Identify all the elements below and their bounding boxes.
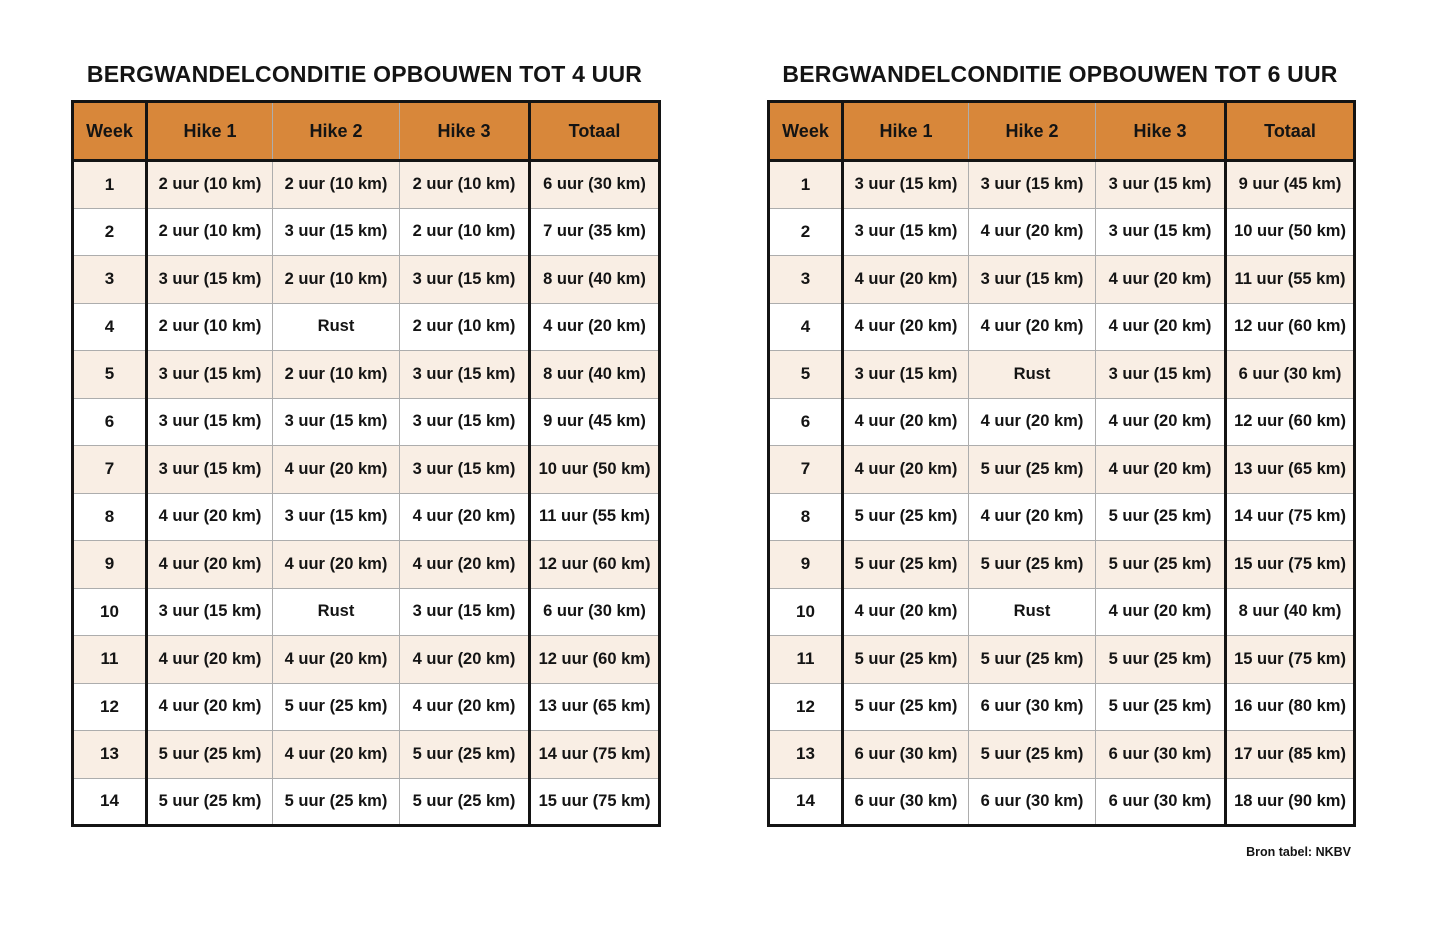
total-cell: 15 uur (75 km) [1226,636,1355,684]
total-cell: 11 uur (55 km) [1226,256,1355,304]
hike3-cell: 4 uur (20 km) [1096,446,1226,494]
column-header-hike3: Hike 3 [400,102,530,161]
total-cell: 10 uur (50 km) [1226,208,1355,256]
week-cell: 7 [769,446,843,494]
hike3-cell: 4 uur (20 km) [1096,256,1226,304]
hike3-cell: 3 uur (15 km) [1096,161,1226,209]
table-row [769,208,1355,256]
hike2-cell: 2 uur (10 km) [273,351,400,399]
table-row [73,683,660,731]
hike1-cell: 4 uur (20 km) [843,446,969,494]
table-row [73,398,660,446]
hike2-cell: 4 uur (20 km) [273,541,400,589]
table-row [769,731,1355,779]
hike2-cell: 4 uur (20 km) [273,446,400,494]
hike2-cell: 4 uur (20 km) [273,636,400,684]
hike1-cell: 3 uur (15 km) [147,446,273,494]
hike3-cell: 3 uur (15 km) [1096,351,1226,399]
table-row [769,493,1355,541]
schedule-6uur-table [767,100,1356,827]
header-row [769,102,1355,161]
hike3-cell: 4 uur (20 km) [400,636,530,684]
hike3-cell: 6 uur (30 km) [1096,731,1226,779]
hike3-cell: 3 uur (15 km) [400,351,530,399]
total-cell: 18 uur (90 km) [1226,778,1355,826]
column-header-week: Week [73,102,147,161]
hike1-cell: 3 uur (15 km) [843,208,969,256]
week-cell: 6 [73,398,147,446]
total-cell: 13 uur (65 km) [530,683,660,731]
column-header-hike2: Hike 2 [273,102,400,161]
table-body [73,161,660,826]
hike1-cell: 4 uur (20 km) [843,588,969,636]
week-cell: 9 [73,541,147,589]
hike2-cell: 5 uur (25 km) [273,683,400,731]
total-cell: 9 uur (45 km) [530,398,660,446]
total-cell: 6 uur (30 km) [1226,351,1355,399]
total-cell: 9 uur (45 km) [1226,161,1355,209]
hike2-cell: 5 uur (25 km) [969,636,1096,684]
hike1-cell: 2 uur (10 km) [147,161,273,209]
column-header-hike3: Hike 3 [1096,102,1226,161]
hike2-cell: Rust [273,303,400,351]
total-cell: 12 uur (60 km) [530,541,660,589]
week-cell: 2 [769,208,843,256]
source-note: Bron tabel: NKBV [1246,845,1351,859]
column-header-hike1: Hike 1 [147,102,273,161]
week-cell: 12 [769,683,843,731]
total-cell: 17 uur (85 km) [1226,731,1355,779]
week-cell: 8 [769,493,843,541]
hike1-cell: 3 uur (15 km) [147,351,273,399]
total-cell: 6 uur (30 km) [530,161,660,209]
total-cell: 14 uur (75 km) [530,731,660,779]
total-cell: 8 uur (40 km) [1226,588,1355,636]
hike1-cell: 5 uur (25 km) [147,778,273,826]
total-cell: 15 uur (75 km) [530,778,660,826]
hike2-cell: 2 uur (10 km) [273,256,400,304]
table-row [769,303,1355,351]
hike2-cell: 5 uur (25 km) [273,778,400,826]
hike1-cell: 3 uur (15 km) [147,398,273,446]
schedule-6uur-section [767,61,1353,827]
table-row [73,588,660,636]
total-cell: 6 uur (30 km) [530,588,660,636]
hike2-cell: 6 uur (30 km) [969,778,1096,826]
week-cell: 7 [73,446,147,494]
hike3-cell: 5 uur (25 km) [1096,493,1226,541]
hike3-cell: 4 uur (20 km) [400,683,530,731]
total-cell: 15 uur (75 km) [1226,541,1355,589]
hike1-cell: 5 uur (25 km) [843,493,969,541]
schedule-4uur-title: BERGWANDELCONDITIE OPBOUWEN TOT 4 UUR [86,61,643,87]
week-cell: 13 [769,731,843,779]
week-cell: 1 [769,161,843,209]
week-cell: 12 [73,683,147,731]
hike2-cell: 3 uur (15 km) [273,208,400,256]
table-row [73,493,660,541]
table-row [769,446,1355,494]
column-header-week: Week [769,102,843,161]
hike3-cell: 2 uur (10 km) [400,303,530,351]
week-cell: 10 [769,588,843,636]
hike1-cell: 6 uur (30 km) [843,731,969,779]
hike2-cell: Rust [273,588,400,636]
total-cell: 7 uur (35 km) [530,208,660,256]
total-cell: 8 uur (40 km) [530,351,660,399]
week-cell: 4 [73,303,147,351]
hike2-cell: 4 uur (20 km) [969,208,1096,256]
hike2-cell: Rust [969,351,1096,399]
table-row [73,303,660,351]
week-cell: 4 [769,303,843,351]
schedule-4uur-section [71,61,658,827]
table-row [73,731,660,779]
table-row [769,351,1355,399]
schedule-4uur-table [71,100,661,827]
table-row [73,778,660,826]
week-cell: 3 [769,256,843,304]
hike1-cell: 3 uur (15 km) [147,588,273,636]
table-row [769,541,1355,589]
hike2-cell: 5 uur (25 km) [969,731,1096,779]
hike1-cell: 4 uur (20 km) [843,398,969,446]
column-header-hike1: Hike 1 [843,102,969,161]
hike3-cell: 5 uur (25 km) [1096,683,1226,731]
hike3-cell: 5 uur (25 km) [1096,541,1226,589]
table-row [73,636,660,684]
hike1-cell: 5 uur (25 km) [843,541,969,589]
hike3-cell: 2 uur (10 km) [400,161,530,209]
hike3-cell: 5 uur (25 km) [1096,636,1226,684]
table-row [769,256,1355,304]
hike3-cell: 4 uur (20 km) [400,493,530,541]
hike1-cell: 4 uur (20 km) [147,683,273,731]
table-row [769,398,1355,446]
week-cell: 3 [73,256,147,304]
week-cell: 1 [73,161,147,209]
hike2-cell: 3 uur (15 km) [969,161,1096,209]
total-cell: 12 uur (60 km) [530,636,660,684]
hike2-cell: 4 uur (20 km) [969,398,1096,446]
total-cell: 10 uur (50 km) [530,446,660,494]
hike2-cell: 4 uur (20 km) [273,731,400,779]
week-cell: 2 [73,208,147,256]
hike2-cell: 2 uur (10 km) [273,161,400,209]
hike3-cell: 4 uur (20 km) [400,541,530,589]
week-cell: 13 [73,731,147,779]
hike2-cell: 5 uur (25 km) [969,541,1096,589]
column-header-totaal: Totaal [1226,102,1355,161]
hike1-cell: 2 uur (10 km) [147,208,273,256]
hike3-cell: 5 uur (25 km) [400,731,530,779]
table-row [73,351,660,399]
total-cell: 14 uur (75 km) [1226,493,1355,541]
week-cell: 6 [769,398,843,446]
hike1-cell: 3 uur (15 km) [843,161,969,209]
hike2-cell: 3 uur (15 km) [273,493,400,541]
hike1-cell: 4 uur (20 km) [843,256,969,304]
schedule-6uur-title: BERGWANDELCONDITIE OPBOUWEN TOT 6 UUR [782,61,1338,87]
hike3-cell: 5 uur (25 km) [400,778,530,826]
hike2-cell: 5 uur (25 km) [969,446,1096,494]
hike3-cell: 3 uur (15 km) [400,446,530,494]
table-row [769,778,1355,826]
week-cell: 5 [769,351,843,399]
hike1-cell: 4 uur (20 km) [147,493,273,541]
hike1-cell: 2 uur (10 km) [147,303,273,351]
table-row [769,161,1355,209]
hike2-cell: 6 uur (30 km) [969,683,1096,731]
hike3-cell: 6 uur (30 km) [1096,778,1226,826]
week-cell: 9 [769,541,843,589]
hike2-cell: 3 uur (15 km) [969,256,1096,304]
hike3-cell: 4 uur (20 km) [1096,398,1226,446]
hike1-cell: 4 uur (20 km) [147,541,273,589]
table-header [73,102,660,161]
hike2-cell: 4 uur (20 km) [969,303,1096,351]
week-cell: 10 [73,588,147,636]
hike3-cell: 3 uur (15 km) [400,588,530,636]
hike1-cell: 3 uur (15 km) [843,351,969,399]
total-cell: 13 uur (65 km) [1226,446,1355,494]
total-cell: 12 uur (60 km) [1226,398,1355,446]
total-cell: 8 uur (40 km) [530,256,660,304]
total-cell: 16 uur (80 km) [1226,683,1355,731]
total-cell: 11 uur (55 km) [530,493,660,541]
table-row [73,446,660,494]
hike3-cell: 3 uur (15 km) [400,398,530,446]
hike2-cell: Rust [969,588,1096,636]
week-cell: 8 [73,493,147,541]
table-row [73,256,660,304]
table-header [769,102,1355,161]
header-row [73,102,660,161]
total-cell: 4 uur (20 km) [530,303,660,351]
total-cell: 12 uur (60 km) [1226,303,1355,351]
table-row [769,588,1355,636]
hike2-cell: 3 uur (15 km) [273,398,400,446]
table-row [769,636,1355,684]
week-cell: 14 [769,778,843,826]
week-cell: 11 [769,636,843,684]
column-header-hike2: Hike 2 [969,102,1096,161]
hike1-cell: 5 uur (25 km) [147,731,273,779]
week-cell: 5 [73,351,147,399]
hike1-cell: 4 uur (20 km) [147,636,273,684]
hike1-cell: 4 uur (20 km) [843,303,969,351]
table-row [73,208,660,256]
table-row [769,683,1355,731]
column-header-totaal: Totaal [530,102,660,161]
hike1-cell: 3 uur (15 km) [147,256,273,304]
hike3-cell: 3 uur (15 km) [1096,208,1226,256]
table-body [769,161,1355,826]
week-cell: 11 [73,636,147,684]
hike3-cell: 3 uur (15 km) [400,256,530,304]
hike1-cell: 5 uur (25 km) [843,636,969,684]
hike3-cell: 2 uur (10 km) [400,208,530,256]
week-cell: 14 [73,778,147,826]
hike3-cell: 4 uur (20 km) [1096,588,1226,636]
table-row [73,541,660,589]
hike3-cell: 4 uur (20 km) [1096,303,1226,351]
hike2-cell: 4 uur (20 km) [969,493,1096,541]
table-row [73,161,660,209]
hike1-cell: 6 uur (30 km) [843,778,969,826]
hike1-cell: 5 uur (25 km) [843,683,969,731]
